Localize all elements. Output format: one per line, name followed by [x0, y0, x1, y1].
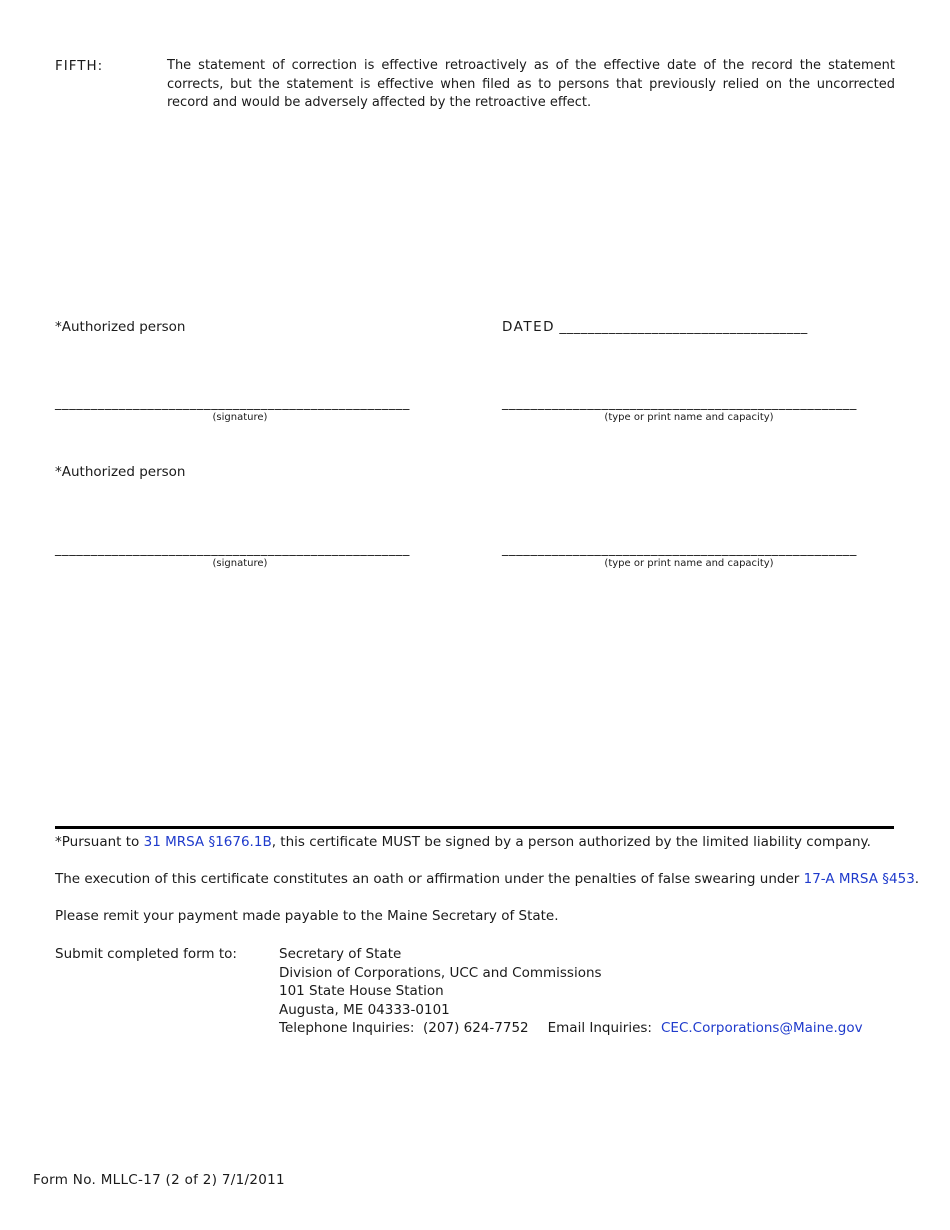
- email-link[interactable]: CEC.Corporations@Maine.gov: [660, 1020, 863, 1036]
- signature-caption-1: (signature): [212, 412, 268, 423]
- phone-inquiries: Telephone Inquiries: (207) 624-7752: [279, 1020, 529, 1036]
- statute-link-31-mrsa[interactable]: 31 MRSA §1676.1B: [143, 834, 272, 850]
- email-inquiries-label: Email Inquiries:: [547, 1020, 652, 1036]
- dated-label: DATED: [502, 319, 556, 335]
- pursuant-note: [55, 833, 871, 852]
- fifth-text: The statement of correction is effective retroactively as of the effective date of the record the statement corrects, but the statement is effective when filed as to persons that previously relied on the uncorrected record and would be adversely affected by the retroactive effect.: [167, 58, 895, 110]
- oath-post: .: [914, 871, 920, 887]
- signature-line-2[interactable]: __________________________________________________: [55, 542, 410, 557]
- dated-field[interactable]: [502, 318, 808, 338]
- name-line-2[interactable]: __________________________________________________: [502, 542, 857, 557]
- oath-note: [55, 870, 919, 889]
- pursuant-pre: *Pursuant to: [55, 834, 144, 850]
- name-line-1[interactable]: __________________________________________________: [502, 396, 857, 411]
- signature-line-1[interactable]: __________________________________________________: [55, 396, 410, 411]
- pursuant-post: , this certificate MUST be signed by a person authorized by the limited liability company.: [271, 834, 871, 850]
- dated-blank[interactable]: ___________________________________: [559, 320, 808, 335]
- remit-note: Please remit your payment made payable to the Maine Secretary of State.: [55, 908, 559, 924]
- address-line-3: 101 State House Station: [279, 983, 444, 999]
- contact-line: [279, 1019, 863, 1038]
- statute-link-17a-mrsa[interactable]: 17-A MRSA §453: [803, 871, 915, 887]
- submit-address-block: [279, 945, 863, 1038]
- address-line-4: Augusta, ME 04333-0101: [279, 1001, 450, 1018]
- authorized-person-label-2: *Authorized person: [55, 464, 186, 480]
- form-number: Form No. MLLC-17 (2 of 2) 7/1/2011: [33, 1172, 285, 1188]
- signature-caption-2: (signature): [212, 558, 268, 569]
- address-line-2: Division of Corporations, UCC and Commissions: [279, 964, 602, 981]
- submit-label: Submit completed form to:: [55, 946, 237, 962]
- address-line-1: Secretary of State: [279, 946, 402, 962]
- fifth-label: FIFTH:: [55, 58, 104, 74]
- authorized-person-label-1: *Authorized person: [55, 319, 186, 335]
- oath-pre: The execution of this certificate constitutes an oath or affirmation under the penalties of false swearing under: [55, 871, 804, 887]
- section-divider: [55, 826, 894, 829]
- name-caption-2: (type or print name and capacity): [604, 558, 774, 569]
- name-caption-1: (type or print name and capacity): [604, 412, 774, 423]
